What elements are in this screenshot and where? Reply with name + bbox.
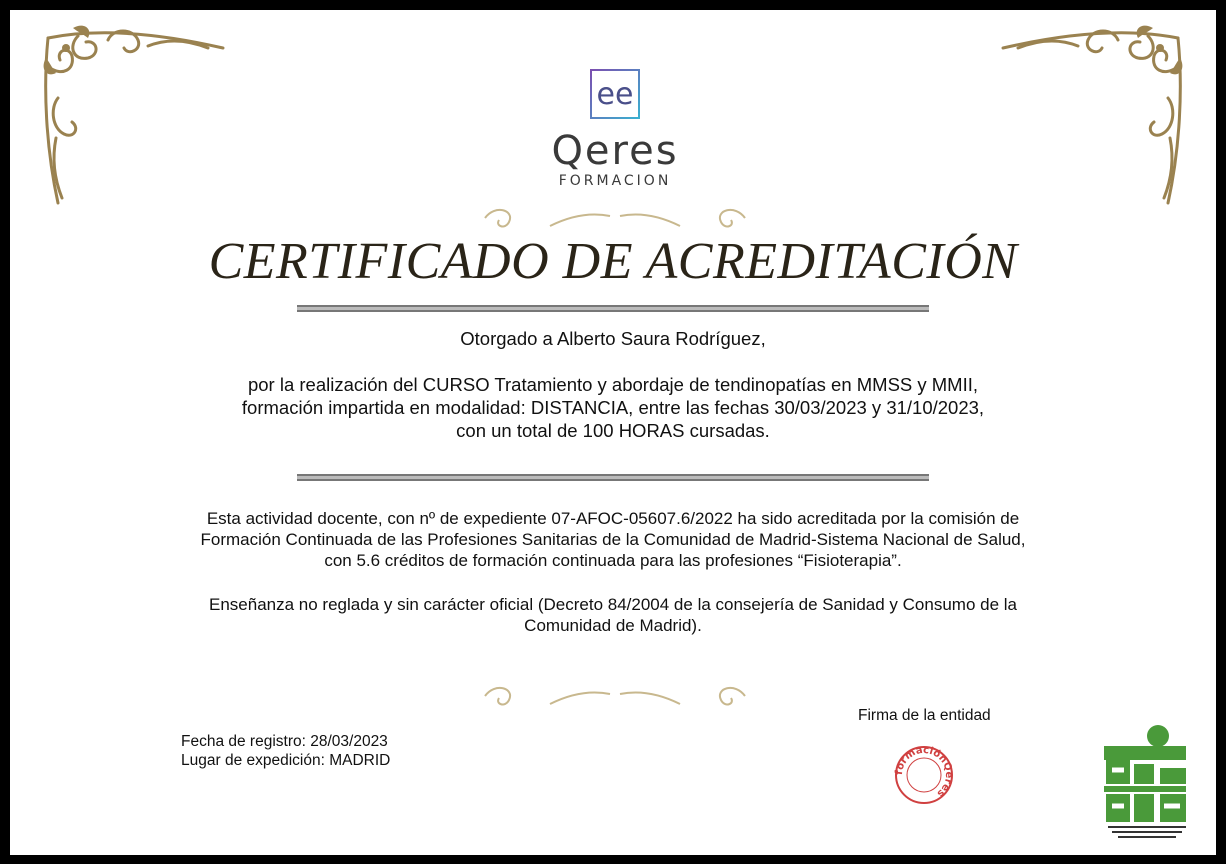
recipient-line: Otorgado a Alberto Saura Rodríguez, <box>460 328 766 349</box>
disclaimer-line-2: Comunidad de Madrid). <box>524 616 702 635</box>
divider-middle <box>297 474 929 481</box>
certificate-page <box>10 10 1216 855</box>
top-flourish-icon <box>465 200 765 236</box>
course-line-1: por la realización del CURSO Tratamiento y abordaje de tendinopatías en MMSS y MMII, <box>247 374 979 395</box>
accreditation-line-1: Esta actividad docente, con nº de expediente 07-AFOC-05607.6/2022 ha sido acreditada por la comisión de <box>206 509 1020 528</box>
logo-subtitle: FORMACION <box>558 173 672 189</box>
qeres-stamp-icon <box>892 743 956 807</box>
registry-info <box>181 732 390 770</box>
certificate-title: CERTIFICADO DE ACREDITACIÓN <box>208 233 1018 290</box>
divider-top <box>297 305 929 312</box>
accreditation-line-2: Formación Continuada de las Profesiones Sanitarias de la Comunidad de Madrid-Sistema Nacional de Salud, <box>200 530 1026 549</box>
accreditation-line-3: con 5.6 créditos de formación continuada para las profesiones “Fisioterapia”. <box>324 551 902 570</box>
logo-name: Qeres <box>551 128 679 174</box>
qeres-logo-mark-icon <box>589 68 641 120</box>
course-line-3: con un total de 100 HORAS cursadas. <box>456 420 770 441</box>
corner-ornament-icon <box>38 18 228 208</box>
registry-place: Lugar de expedición: MADRID <box>181 752 391 769</box>
course-line-2: formación impartida en modalidad: DISTANCIA, entre las fechas 30/03/2023 y 31/10/2023, <box>241 397 985 418</box>
svg-text:ee: ee <box>596 77 634 112</box>
bottom-flourish-icon <box>465 678 765 714</box>
cfc-accreditation-seal-icon <box>1104 724 1190 842</box>
svg-text:formaciónQeres: formaciónQeres <box>893 744 955 800</box>
qeres-logo <box>540 68 690 188</box>
registry-date: Fecha de registro: 28/03/2023 <box>181 733 388 750</box>
disclaimer-line-1: Enseñanza no reglada y sin carácter oficial (Decreto 84/2004 de la consejería de Sanidad y Consumo de la <box>209 595 1017 614</box>
corner-ornament-icon <box>998 18 1188 208</box>
signature-label: Firma de la entidad <box>858 707 991 724</box>
